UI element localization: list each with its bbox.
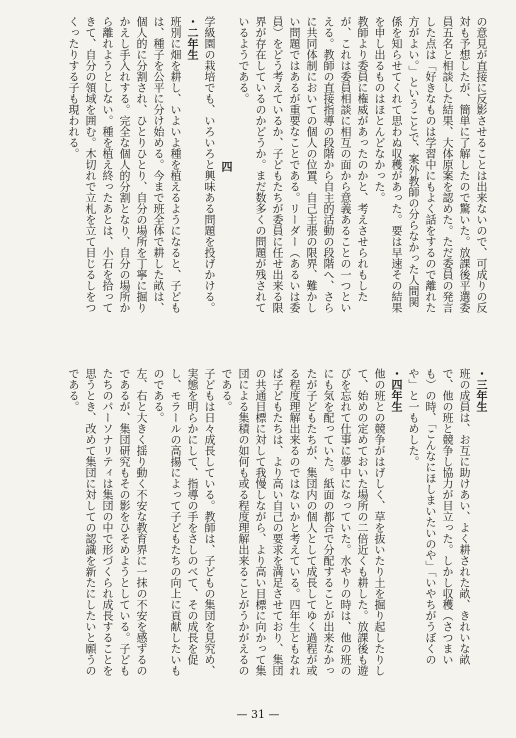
grade-heading: ・二年生 — [186, 16, 199, 60]
paragraph: 班別に畑を耕し、いよいよ種を植えるようになると、子どもは、種子を公平に分け始める。今まで班全体で耕した畝は、個人的に分割され、ひとりひとり、自分の場所を丁寧に掘りかえし手入れする。完全な個人的分割となり、自分の場所から離れようとしない。種を植え終ったあとは、小石を拾ってきて、自分の領域を囲む。木切れで立札を立て目じるしをつくったりする子も現われる。 — [67, 16, 182, 313]
page-number: — 31 — — [236, 708, 280, 721]
grade-heading: ・四年生 — [390, 368, 403, 412]
paragraph: の意見が直接に反影させることは出来ないので、可成りの反対も予想したが、簡単に了解したので驚いた。放課後平選委員五名と相談した結果、大体原案を認めた。ただ委員の発言した点は「好きなものは学習中にもよく話をするので離れた方がよい。」ということで、案外教師の分らなかった人間関係を知らせてくれて思わぬ収穫があった。要は早速その結果を申し出るものはほとんどなかった。 — [373, 16, 488, 313]
paragraph: 班の成員は、お互に助けあい、よく耕された畝、きれいな畝で、他の班と競争し協力が目立った。しかし収穫（さつまいも）の時、「こんなにほしまいたいのや」「いやちがうぼくのや」と一もめした。 — [407, 368, 471, 665]
paragraph: 子どもは日々成長している。教師は、子どもの集団を見究め、実態を明らかにして、指導の手をさしのべて、その成長を促し、モラールの高揚によって子どもたちの向上に貢献したいものである。 — [152, 368, 216, 676]
section-number: 四 — [220, 160, 233, 172]
lower-text-block — [20, 368, 490, 680]
paragraph: 学級園の栽培でも、いろいろと興味ある問題を投げかける。 — [203, 16, 216, 313]
paragraph: 他の班との競争がはげしく、草を抜いたり土を掘り起したりして、始めの定めておいた場所の二倍近くも耕した。放課後も遊びを忘れて仕事に夢中になっていた。水やりの時は、他の班のにも気を配っていた。紙面の都合で分配することが出来なかったが子どもたちが、集団内の個人として成長してゆく過程が或る程度理解出来るのではないかと考えている。四年生ともなれば子どもたちは、より高い自己の要求を満足させており、集団の共通目標に対して我慢しながら、より高い目標に向かって集団による集積の如何も或る程度理解出来ることがうかがえるのである。 — [220, 368, 386, 676]
paragraph: 教師より委員に権威があったのかと、考えさせられもしたが、これは委員相談に相互の面から意義あることの一つといえる。教師の直接指導の段階から自主的活動の段階へ、さらに共同体制においての個人の位置、自己主張の限界、難かしい問題ではあるが重要なことである。リーダー（あるいは委員）をどう考えているか、子どもたちが委員に任せ出来る限界が存在しているのかどうか。まだ数多くの問題が残されているようである。 — [237, 16, 369, 313]
upper-text-block — [20, 16, 490, 316]
grade-heading: ・三年生 — [475, 368, 488, 412]
paragraph: 左、右と大きく揺り動く不安な教育界に一抹の不安を感ずるのであるが、集団研究もその影をひそめようとしている。子どもたちのパーソナリティは集団の中で形づくられ成長することを思うとき、改めて集団に対しての認識を新たにしたいと願うのである。 — [67, 368, 148, 676]
